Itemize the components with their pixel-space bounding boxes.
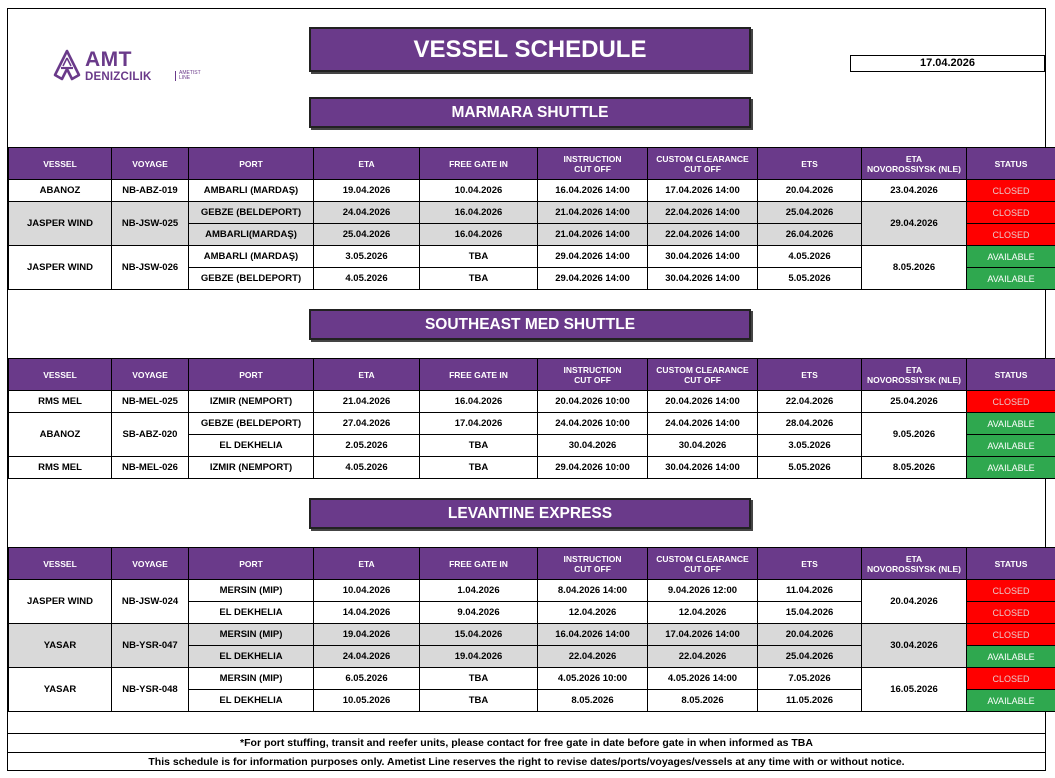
- custom-clearance-cutoff-cell: 8.05.2026: [648, 690, 758, 712]
- status-badge: CLOSED: [967, 224, 1055, 246]
- column-header: PORT: [189, 548, 314, 580]
- instruction-cutoff-cell: 8.04.2026 14:00: [538, 580, 648, 602]
- table-row: [9, 457, 1055, 479]
- column-header: VESSEL: [9, 148, 112, 180]
- instruction-cutoff-cell: 16.04.2026 14:00: [538, 624, 648, 646]
- instruction-cutoff-cell: 30.04.2026: [538, 435, 648, 457]
- vessel-cell: JASPER WIND: [9, 580, 112, 624]
- column-header: FREE GATE IN: [420, 548, 538, 580]
- column-header: ETA: [314, 359, 420, 391]
- voyage-cell: NB-YSR-047: [112, 624, 189, 668]
- ets-cell: 11.05.2026: [758, 690, 862, 712]
- vessel-cell: ABANOZ: [9, 180, 112, 202]
- free-gate-cell: 16.04.2026: [420, 391, 538, 413]
- eta-novorossiysk-cell: 16.05.2026: [862, 668, 967, 712]
- eta-novorossiysk-cell: 8.05.2026: [862, 246, 967, 290]
- column-header: ETS: [758, 148, 862, 180]
- logo-sub: AMETIST LINE: [175, 71, 201, 81]
- free-gate-cell: 10.04.2026: [420, 180, 538, 202]
- instruction-cutoff-cell: 8.05.2026: [538, 690, 648, 712]
- table-row: [9, 668, 1055, 690]
- column-header: INSTRUCTION CUT OFF: [538, 548, 648, 580]
- column-header: PORT: [189, 148, 314, 180]
- eta-novorossiysk-cell: 8.05.2026: [862, 457, 967, 479]
- free-gate-cell: TBA: [420, 690, 538, 712]
- port-cell: AMBARLI(MARDAŞ): [189, 224, 314, 246]
- column-header: VESSEL: [9, 359, 112, 391]
- column-header: CUSTOM CLEARANCE CUT OFF: [648, 548, 758, 580]
- status-badge: CLOSED: [967, 624, 1055, 646]
- ets-cell: 26.04.2026: [758, 224, 862, 246]
- status-badge: CLOSED: [967, 668, 1055, 690]
- logo-brand: AMT: [85, 48, 132, 71]
- port-cell: EL DEKHELIA: [189, 646, 314, 668]
- eta-cell: 21.04.2026: [314, 391, 420, 413]
- column-header: VOYAGE: [112, 548, 189, 580]
- custom-clearance-cutoff-cell: 22.04.2026: [648, 646, 758, 668]
- ets-cell: 11.04.2026: [758, 580, 862, 602]
- column-header: ETS: [758, 548, 862, 580]
- eta-novorossiysk-cell: 25.04.2026: [862, 391, 967, 413]
- vessel-cell: JASPER WIND: [9, 202, 112, 246]
- eta-cell: 6.05.2026: [314, 668, 420, 690]
- status-badge: CLOSED: [967, 580, 1055, 602]
- amt-logo-icon: [52, 49, 82, 81]
- logo-name: DENIZCILIK: [85, 71, 152, 83]
- schedule-table: [8, 547, 1055, 712]
- port-cell: AMBARLI (MARDAŞ): [189, 180, 314, 202]
- custom-clearance-cutoff-cell: 17.04.2026 14:00: [648, 180, 758, 202]
- free-gate-cell: TBA: [420, 268, 538, 290]
- custom-clearance-cutoff-cell: 30.04.2026: [648, 435, 758, 457]
- instruction-cutoff-cell: 29.04.2026 14:00: [538, 246, 648, 268]
- column-header: VESSEL: [9, 548, 112, 580]
- custom-clearance-cutoff-cell: 20.04.2026 14:00: [648, 391, 758, 413]
- column-header: STATUS: [967, 359, 1055, 391]
- section-title: SOUTHEAST MED SHUTTLE: [309, 309, 751, 340]
- ets-cell: 20.04.2026: [758, 180, 862, 202]
- voyage-cell: SB-ABZ-020: [112, 413, 189, 457]
- vessel-cell: RMS MEL: [9, 457, 112, 479]
- status-badge: AVAILABLE: [967, 690, 1055, 712]
- column-header: VOYAGE: [112, 359, 189, 391]
- eta-novorossiysk-cell: 30.04.2026: [862, 624, 967, 668]
- column-header: CUSTOM CLEARANCE CUT OFF: [648, 148, 758, 180]
- free-gate-cell: TBA: [420, 668, 538, 690]
- column-header: ETA: [314, 148, 420, 180]
- ets-cell: 20.04.2026: [758, 624, 862, 646]
- ets-cell: 7.05.2026: [758, 668, 862, 690]
- vessel-cell: YASAR: [9, 668, 112, 712]
- column-header: FREE GATE IN: [420, 359, 538, 391]
- port-cell: MERSIN (MIP): [189, 624, 314, 646]
- eta-cell: 10.05.2026: [314, 690, 420, 712]
- eta-novorossiysk-cell: 29.04.2026: [862, 202, 967, 246]
- eta-cell: 24.04.2026: [314, 646, 420, 668]
- schedule-table: [8, 147, 1055, 290]
- voyage-cell: NB-JSW-025: [112, 202, 189, 246]
- ets-cell: 3.05.2026: [758, 435, 862, 457]
- port-cell: EL DEKHELIA: [189, 435, 314, 457]
- vessel-cell: JASPER WIND: [9, 246, 112, 290]
- footer-disclaimer: This schedule is for information purposes only. Ametist Line reserves the right to revise dates/ports/voyages/vessels at any time with or without notice.: [7, 752, 1046, 771]
- custom-clearance-cutoff-cell: 17.04.2026 14:00: [648, 624, 758, 646]
- eta-cell: 3.05.2026: [314, 246, 420, 268]
- column-header: VOYAGE: [112, 148, 189, 180]
- free-gate-cell: TBA: [420, 457, 538, 479]
- company-logo: [52, 47, 202, 89]
- custom-clearance-cutoff-cell: 30.04.2026 14:00: [648, 457, 758, 479]
- port-cell: IZMIR (NEMPORT): [189, 457, 314, 479]
- table-row: [9, 246, 1055, 268]
- vessel-cell: YASAR: [9, 624, 112, 668]
- column-header: ETA NOVOROSSIYSK (NLE): [862, 548, 967, 580]
- port-cell: MERSIN (MIP): [189, 668, 314, 690]
- eta-novorossiysk-cell: 9.05.2026: [862, 413, 967, 457]
- custom-clearance-cutoff-cell: 4.05.2026 14:00: [648, 668, 758, 690]
- eta-cell: 2.05.2026: [314, 435, 420, 457]
- table-row: [9, 391, 1055, 413]
- eta-novorossiysk-cell: 20.04.2026: [862, 580, 967, 624]
- voyage-cell: NB-YSR-048: [112, 668, 189, 712]
- free-gate-cell: 17.04.2026: [420, 413, 538, 435]
- column-header: ETA: [314, 548, 420, 580]
- column-header: ETA NOVOROSSIYSK (NLE): [862, 148, 967, 180]
- eta-cell: 4.05.2026: [314, 457, 420, 479]
- table-row: [9, 180, 1055, 202]
- page-title: VESSEL SCHEDULE: [309, 27, 751, 72]
- instruction-cutoff-cell: 21.04.2026 14:00: [538, 202, 648, 224]
- column-header: STATUS: [967, 148, 1055, 180]
- schedule-table: [8, 358, 1055, 479]
- column-header: ETA NOVOROSSIYSK (NLE): [862, 359, 967, 391]
- instruction-cutoff-cell: 21.04.2026 14:00: [538, 224, 648, 246]
- custom-clearance-cutoff-cell: 24.04.2026 14:00: [648, 413, 758, 435]
- eta-cell: 24.04.2026: [314, 202, 420, 224]
- table-header-row: [9, 359, 1055, 391]
- ets-cell: 5.05.2026: [758, 268, 862, 290]
- free-gate-cell: TBA: [420, 435, 538, 457]
- ets-cell: 15.04.2026: [758, 602, 862, 624]
- vessel-cell: ABANOZ: [9, 413, 112, 457]
- column-header: INSTRUCTION CUT OFF: [538, 148, 648, 180]
- status-badge: AVAILABLE: [967, 435, 1055, 457]
- instruction-cutoff-cell: 12.04.2026: [538, 602, 648, 624]
- status-badge: CLOSED: [967, 391, 1055, 413]
- free-gate-cell: 16.04.2026: [420, 224, 538, 246]
- ets-cell: 4.05.2026: [758, 246, 862, 268]
- instruction-cutoff-cell: 29.04.2026 14:00: [538, 268, 648, 290]
- table-row: [9, 413, 1055, 435]
- free-gate-cell: 1.04.2026: [420, 580, 538, 602]
- ets-cell: 25.04.2026: [758, 202, 862, 224]
- column-header: FREE GATE IN: [420, 148, 538, 180]
- ets-cell: 5.05.2026: [758, 457, 862, 479]
- status-badge: AVAILABLE: [967, 413, 1055, 435]
- free-gate-cell: 9.04.2026: [420, 602, 538, 624]
- instruction-cutoff-cell: 22.04.2026: [538, 646, 648, 668]
- instruction-cutoff-cell: 16.04.2026 14:00: [538, 180, 648, 202]
- status-badge: CLOSED: [967, 602, 1055, 624]
- status-badge: AVAILABLE: [967, 268, 1055, 290]
- column-header: CUSTOM CLEARANCE CUT OFF: [648, 359, 758, 391]
- custom-clearance-cutoff-cell: 22.04.2026 14:00: [648, 224, 758, 246]
- status-badge: AVAILABLE: [967, 246, 1055, 268]
- port-cell: EL DEKHELIA: [189, 690, 314, 712]
- section-title: MARMARA SHUTTLE: [309, 97, 751, 128]
- custom-clearance-cutoff-cell: 22.04.2026 14:00: [648, 202, 758, 224]
- table-row: [9, 202, 1055, 224]
- eta-cell: 14.04.2026: [314, 602, 420, 624]
- section-title: LEVANTINE EXPRESS: [309, 498, 751, 529]
- status-badge: AVAILABLE: [967, 646, 1055, 668]
- instruction-cutoff-cell: 29.04.2026 10:00: [538, 457, 648, 479]
- column-header: PORT: [189, 359, 314, 391]
- status-badge: CLOSED: [967, 180, 1055, 202]
- eta-novorossiysk-cell: 23.04.2026: [862, 180, 967, 202]
- free-gate-cell: TBA: [420, 246, 538, 268]
- port-cell: AMBARLI (MARDAŞ): [189, 246, 314, 268]
- free-gate-cell: 16.04.2026: [420, 202, 538, 224]
- voyage-cell: NB-ABZ-019: [112, 180, 189, 202]
- vessel-cell: RMS MEL: [9, 391, 112, 413]
- custom-clearance-cutoff-cell: 9.04.2026 12:00: [648, 580, 758, 602]
- table-header-row: [9, 148, 1055, 180]
- eta-cell: 10.04.2026: [314, 580, 420, 602]
- ets-cell: 28.04.2026: [758, 413, 862, 435]
- table-row: [9, 624, 1055, 646]
- port-cell: GEBZE (BELDEPORT): [189, 413, 314, 435]
- voyage-cell: NB-MEL-026: [112, 457, 189, 479]
- eta-cell: 25.04.2026: [314, 224, 420, 246]
- schedule-date: 17.04.2026: [850, 55, 1045, 72]
- column-header: STATUS: [967, 548, 1055, 580]
- table-header-row: [9, 548, 1055, 580]
- instruction-cutoff-cell: 24.04.2026 10:00: [538, 413, 648, 435]
- table-row: [9, 580, 1055, 602]
- instruction-cutoff-cell: 20.04.2026 10:00: [538, 391, 648, 413]
- port-cell: MERSIN (MIP): [189, 580, 314, 602]
- custom-clearance-cutoff-cell: 12.04.2026: [648, 602, 758, 624]
- eta-cell: 19.04.2026: [314, 624, 420, 646]
- footer-note: *For port stuffing, transit and reefer units, please contact for free gate in date before gate in when informed as TBA: [7, 733, 1046, 753]
- instruction-cutoff-cell: 4.05.2026 10:00: [538, 668, 648, 690]
- voyage-cell: NB-JSW-024: [112, 580, 189, 624]
- custom-clearance-cutoff-cell: 30.04.2026 14:00: [648, 268, 758, 290]
- ets-cell: 22.04.2026: [758, 391, 862, 413]
- status-badge: AVAILABLE: [967, 457, 1055, 479]
- ets-cell: 25.04.2026: [758, 646, 862, 668]
- eta-cell: 27.04.2026: [314, 413, 420, 435]
- port-cell: EL DEKHELIA: [189, 602, 314, 624]
- eta-cell: 4.05.2026: [314, 268, 420, 290]
- port-cell: GEBZE (BELDEPORT): [189, 268, 314, 290]
- status-badge: CLOSED: [967, 202, 1055, 224]
- voyage-cell: NB-JSW-026: [112, 246, 189, 290]
- custom-clearance-cutoff-cell: 30.04.2026 14:00: [648, 246, 758, 268]
- eta-cell: 19.04.2026: [314, 180, 420, 202]
- column-header: ETS: [758, 359, 862, 391]
- column-header: INSTRUCTION CUT OFF: [538, 359, 648, 391]
- free-gate-cell: 19.04.2026: [420, 646, 538, 668]
- voyage-cell: NB-MEL-025: [112, 391, 189, 413]
- port-cell: GEBZE (BELDEPORT): [189, 202, 314, 224]
- free-gate-cell: 15.04.2026: [420, 624, 538, 646]
- port-cell: IZMIR (NEMPORT): [189, 391, 314, 413]
